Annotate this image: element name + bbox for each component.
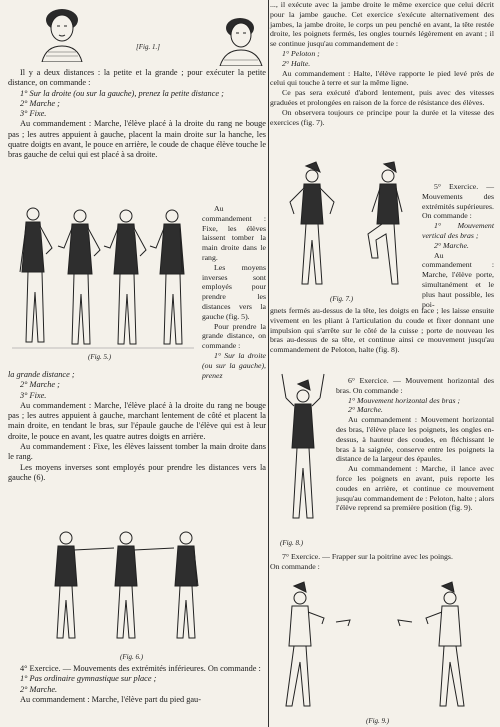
- right-column: [270, 0, 494, 727]
- figure-1-head-left: [36, 4, 88, 62]
- paragraph: Ce pas sera exécuté d'abord lentement, puis avec des vitesses graduées et prolongées en raison de la force de résistance des élèves.: [270, 88, 494, 107]
- figure-5-caption: (Fig. 5.): [88, 353, 112, 361]
- command-line: 3° Fixe.: [20, 390, 47, 400]
- paragraph: Pour prendre la grande distance, on commande :: [202, 321, 266, 351]
- command-line: 1° Pas ordinaire gymnastique sur place ;: [20, 674, 157, 684]
- paragraph: Au commandement : Marche, l'élève part du pied gau-: [20, 694, 201, 704]
- paragraph: gnets fermés au-dessus de la tête, les doigts en face ; les laisse ensuite vivement en les pliant à l'articulation du coude et fixer donnant une impulsion qui s'arrête sur le côté de la cuisse ; porte de nouveau les bras au-dessus de sa tête, et continue ainsi ce mouvement jusqu'au commandement de Peloton, halte (fig. 8).: [270, 306, 494, 355]
- command-line: 2° Marche ;: [20, 380, 60, 390]
- command-line: 1° Sur la droite (ou sur la gauche), prenez la petite distance ;: [20, 88, 224, 98]
- exercise-heading: 5° Exercice. — Mouvements des extrémités supérieures. On commande :: [422, 182, 494, 221]
- command-line: 1° Peloton ;: [282, 48, 320, 58]
- command-line: 2° Marche.: [20, 684, 58, 694]
- figure-7: [270, 160, 420, 290]
- paragraph: Au commandement : Marche, l'élève placé à la droite du rang ne bouge pas ; les autres appuient à gauche, placent la main droite sur la hanche, les quatre doigts en avant, le pouce en arrière, le coude de chaque élève touche le bras gauche de celui qui est placé à sa droite.: [8, 119, 266, 160]
- column-rule: [268, 0, 269, 727]
- command-line: 1° Mouvement horizontal des bras ;: [348, 395, 461, 405]
- figure-9-caption: (Fig. 9.): [366, 717, 390, 725]
- command-line: 1° Mouvement vertical des bras ;: [422, 221, 494, 240]
- exercise-heading: 7° Exercice. — Frapper sur la poitrine avec les poings.: [282, 552, 453, 561]
- command-line: 3° Fixe.: [20, 109, 47, 119]
- paragraph: Au commandement : Fixe, les élèves laissent tomber la main droite dans le rang.: [202, 204, 266, 262]
- paragraph: Au commandement : Marche, l'élève placé à la droite du rang ne bouge pas ; les autres appuient à gauche, marchant lentement de côté et placent la main droite, en tendant le bras, sur l'épaule gauche de l'élève qui est à leur droite, le pouce en avant, les quatre autres doigts en arrière.: [8, 400, 266, 441]
- figure-6: [44, 526, 234, 644]
- exercise-heading: 6° Exercice. — Mouvement horizontal des bras. On commande :: [336, 376, 494, 395]
- figure-6-caption: (Fig. 6.): [120, 653, 144, 661]
- command-line: 2° Halte.: [282, 58, 311, 68]
- paragraph: Il y a deux distances : la petite et la grande ; pour exécuter la petite distance, on commande :: [8, 68, 266, 88]
- paragraph: Au commandement : Mouvement horizontal des bras, l'élève place les poignets, les ongles en-dessus, à hauteur des coudes, en fléchissant le bras à la saignée, conserve entre les poignets la distance de la largeur des épaules.: [336, 415, 494, 464]
- command-line: On commande :: [270, 561, 320, 571]
- command-line: 2° Marche.: [348, 405, 383, 415]
- figure-8: [274, 370, 332, 528]
- paragraph: Au commandement : Marche, l'élève porte, simultanément et le plus haut possible, les poi-: [422, 250, 494, 309]
- command-line: 2° Marche.: [434, 240, 469, 250]
- figure-8-caption: (Fig. 8.): [280, 539, 304, 547]
- command-line: la grande distance ;: [8, 370, 75, 379]
- figure-9: [272, 578, 492, 714]
- figure-1-head-right: [216, 14, 266, 66]
- figure-5: [8, 202, 198, 360]
- paragraph: On observera toujours ce principe pour la durée et la vitesse des exercices (fig. 7).: [270, 107, 494, 127]
- figure-1-caption: [Fig. 1.]: [136, 43, 160, 51]
- paragraph: ..., il exécute avec la jambe droite le même exercice que celui décrit pour la jambe gauche. Cet exercice s'exécute alternativement des jambes, la jambe droite, le corps un peu penché en avant, la tête restée droite, les poignets fermés, les ongles tournés légèrement en avant ; il se continue jusqu'au commandement de :: [270, 0, 494, 49]
- left-column: [8, 0, 266, 727]
- paragraph: Au commandement : Marche, il lance avec force les poignets en avant, puis reporte les coudes en arrière, et continue ce mouvement jusqu'au commandement de : Peloton, halte ; alors l'élève reprend sa première position (fig. 9).: [336, 464, 494, 513]
- command-line: 1° Sur la droite (ou sur la gauche), prenez: [202, 350, 266, 380]
- paragraph: Au commandement : Fixe, les élèves laissent tomber la main droite dans le rang.: [8, 442, 266, 462]
- command-line: 2° Marche ;: [20, 98, 60, 108]
- paragraph: Au commandement : Halte, l'élève rapporte le pied levé près de celui qui touche à terre et sur la même ligne.: [270, 68, 494, 88]
- paragraph: 4° Exercice. — Mouvements des extrémités inférieures. On commande :: [20, 664, 261, 673]
- paragraph: Les moyens inverses sont employés pour prendre les distances vers la gauche (fig. 5).: [202, 262, 266, 321]
- paragraph: Les moyens inverses sont employés pour prendre les distances vers la gauche (6).: [8, 462, 266, 482]
- figure-7-caption: (Fig. 7.): [330, 295, 354, 303]
